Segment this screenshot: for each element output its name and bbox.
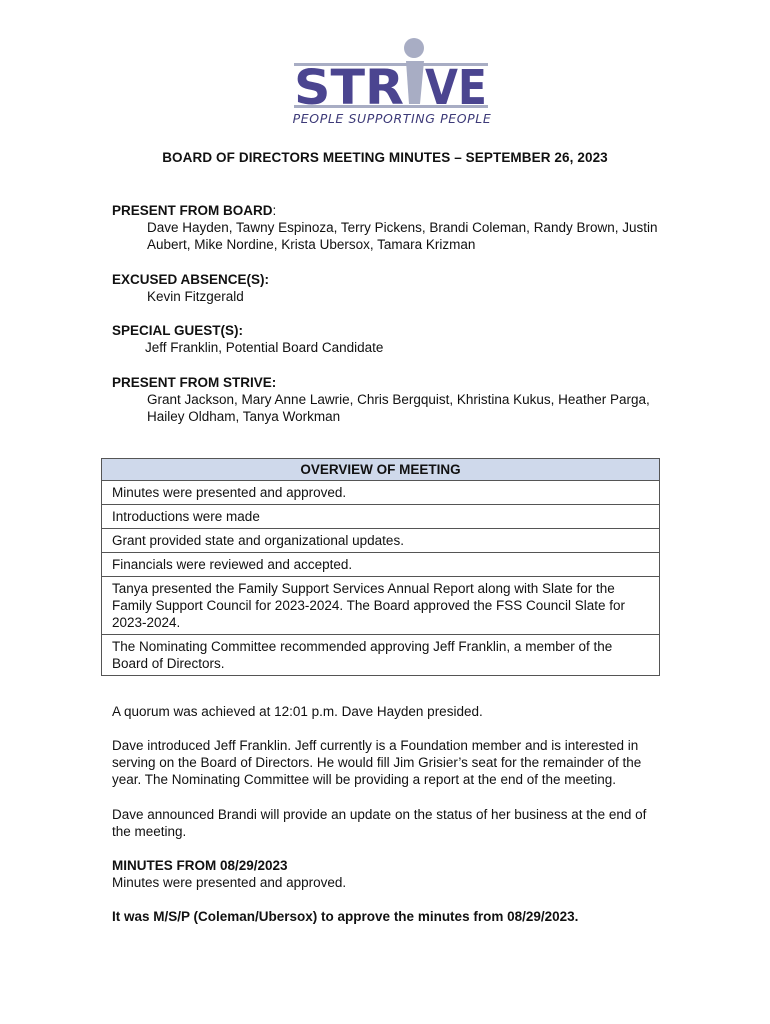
- minutes-text: Minutes were presented and approved.: [112, 875, 347, 890]
- present-board-heading: PRESENT FROM BOARD: [112, 203, 273, 218]
- svg-text:VE: VE: [425, 60, 487, 114]
- overview-header-row: [102, 459, 660, 481]
- overview-table: [101, 458, 660, 676]
- table-row: [102, 553, 660, 577]
- page-title: BOARD OF DIRECTORS MEETING MINUTES – SEPTEMBER 26, 2023: [162, 150, 608, 165]
- minutes-section: [112, 857, 672, 891]
- overview-row-3: Grant provided state and organizational updates.: [102, 529, 660, 553]
- quorum-paragraph: A quorum was achieved at 12:01 p.m. Dave Hayden presided.: [112, 704, 483, 719]
- present-strive-section: [112, 374, 672, 425]
- present-board-section: [112, 202, 672, 253]
- announcement-paragraph: Dave announced Brandi will provide an update on the status of her business at the end of the meeting.: [112, 807, 647, 839]
- excused-names: Kevin Fitzgerald: [147, 289, 244, 304]
- overview-header: OVERVIEW OF MEETING: [102, 459, 660, 481]
- table-row: [102, 529, 660, 553]
- table-row: [102, 577, 660, 635]
- svg-text:STR: STR: [294, 60, 404, 114]
- overview-row-6: The Nominating Committee recommended approving Jeff Franklin, a member of the Board of Directors.: [102, 635, 660, 676]
- guests-section: [112, 322, 672, 356]
- overview-row-5: Tanya presented the Family Support Services Annual Report along with Slate for the Family Support Council for 2023-2024. The Board approved the FSS Council Slate for 2023-2024.: [102, 577, 660, 635]
- minutes-heading: MINUTES FROM 08/29/2023: [112, 858, 288, 873]
- present-board-names: Dave Hayden, Tawny Espinoza, Terry Pickens, Brandi Coleman, Randy Brown, Justin Aubert, Mike Nordine, Krista Ubersox, Tamara Krizman: [147, 220, 658, 252]
- table-row: [102, 481, 660, 505]
- present-board-heading-colon: :: [272, 203, 277, 218]
- guests-names: Jeff Franklin, Potential Board Candidate: [145, 340, 384, 355]
- motion-text: It was M/S/P (Coleman/Ubersox) to approve the minutes from 08/29/2023.: [112, 909, 579, 924]
- table-row: [102, 635, 660, 676]
- guests-heading: SPECIAL GUEST(S):: [112, 323, 244, 338]
- excused-section: [112, 271, 672, 305]
- logo-tagline: PEOPLE SUPPORTING PEOPLE: [292, 111, 492, 126]
- present-strive-heading: PRESENT FROM STRIVE:: [112, 375, 277, 390]
- introduction-paragraph: Dave introduced Jeff Franklin. Jeff currently is a Foundation member and is interested in serving on the Board of Directors. He would fill Jim Grisier’s seat for the remainder of the year. The Nominating Committee will be providing a report at the end of the meeting.: [112, 738, 642, 787]
- present-strive-names: Grant Jackson, Mary Anne Lawrie, Chris Bergquist, Khristina Kukus, Heather Parga, Hailey Oldham, Tanya Workman: [147, 392, 650, 424]
- strive-logo: [292, 34, 492, 129]
- overview-row-4: Financials were reviewed and accepted.: [102, 553, 660, 577]
- table-row: [102, 505, 660, 529]
- excused-heading: EXCUSED ABSENCE(S):: [112, 272, 270, 287]
- overview-row-1: Minutes were presented and approved.: [102, 481, 660, 505]
- strive-wordmark-graphic: [292, 34, 492, 114]
- overview-row-2: Introductions were made: [102, 505, 660, 529]
